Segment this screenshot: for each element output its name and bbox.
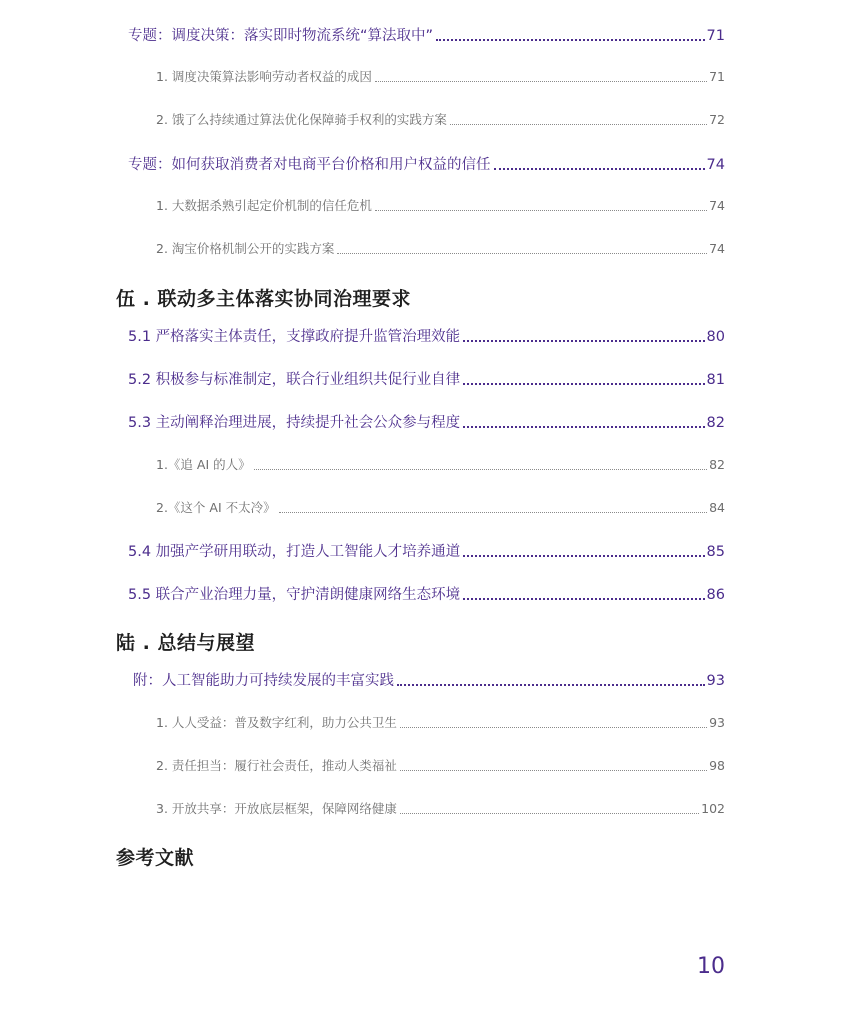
dot-leader <box>400 713 707 733</box>
dot-leader <box>436 24 705 46</box>
toc-entry-page: 74 <box>706 157 725 173</box>
toc-subentry-page: 102 <box>701 801 725 816</box>
toc-entry-5-3[interactable] <box>128 411 725 433</box>
toc-subentry[interactable] <box>156 455 725 475</box>
toc-entry-5-4[interactable] <box>128 540 725 562</box>
dot-leader <box>254 455 707 475</box>
toc-entry-appendix[interactable] <box>133 669 725 691</box>
toc-subentry-label: 3. 开放共享：开放底层框架，保障网络健康 <box>156 801 397 816</box>
toc-entry-page: 71 <box>706 28 725 44</box>
dot-leader <box>400 799 699 819</box>
toc-subentry-label: 2. 责任担当：履行社会责任，推动人类福祉 <box>156 758 397 773</box>
toc-entry-label: 5.1 严格落实主体责任，支撑政府提升监管治理效能 <box>128 329 461 345</box>
dot-leader <box>375 67 707 87</box>
toc-subentry-page: 74 <box>709 198 725 213</box>
toc-subentry[interactable] <box>156 713 725 733</box>
toc-subentry[interactable] <box>156 498 725 518</box>
toc-subentry-label: 2. 饿了么持续通过算法优化保障骑手权利的实践方案 <box>156 112 447 127</box>
toc-entry-page: 80 <box>706 329 725 345</box>
toc-entry-page: 82 <box>706 415 725 431</box>
toc-subentry[interactable] <box>156 756 725 776</box>
toc-subentry[interactable] <box>156 196 725 216</box>
toc-subentry-label: 1. 大数据杀熟引起定价机制的信任危机 <box>156 198 372 213</box>
toc-entry-page: 86 <box>706 587 725 603</box>
toc-subentry[interactable] <box>156 110 725 130</box>
page-number: 10 <box>697 954 725 979</box>
toc-subentry-page: 82 <box>709 457 725 472</box>
dot-leader <box>463 368 704 390</box>
toc-subentry-page: 98 <box>709 758 725 773</box>
toc-subentry-page: 74 <box>709 241 725 256</box>
dot-leader <box>450 110 707 130</box>
toc-entry-label: 专题：调度决策：落实即时物流系统“算法取中” <box>128 28 434 44</box>
toc-subentry[interactable] <box>156 67 725 87</box>
dot-leader <box>375 196 707 216</box>
toc-entry-page: 81 <box>706 372 725 388</box>
dot-leader <box>400 756 707 776</box>
dot-leader <box>463 325 704 347</box>
toc-entry-topic-dispatch[interactable] <box>128 24 725 46</box>
section-heading-references[interactable]: 参考文献 <box>116 847 195 869</box>
toc-subentry-page: 71 <box>709 69 725 84</box>
toc-subentry-label: 1.《追 AI 的人》 <box>156 457 251 472</box>
toc-entry-label: 5.2 积极参与标准制定，联合行业组织共促行业自律 <box>128 372 461 388</box>
toc-entry-label: 专题：如何获取消费者对电商平台价格和用户权益的信任 <box>128 157 491 173</box>
toc-entry-page: 85 <box>706 544 725 560</box>
dot-leader <box>463 583 704 605</box>
toc-entry-5-5[interactable] <box>128 583 725 605</box>
section-heading-6[interactable]: 陆 . 总结与展望 <box>116 632 255 654</box>
dot-leader <box>279 498 707 518</box>
toc-entry-5-1[interactable] <box>128 325 725 347</box>
toc-entry-label: 附：人工智能助力可持续发展的丰富实践 <box>133 673 394 689</box>
toc-entry-topic-ecommerce[interactable] <box>128 153 725 175</box>
toc-entry-label: 5.3 主动阐释治理进展，持续提升社会公众参与程度 <box>128 415 461 431</box>
dot-leader <box>463 411 704 433</box>
toc-entry-5-2[interactable] <box>128 368 725 390</box>
dot-leader <box>397 669 705 691</box>
toc-subentry-page: 93 <box>709 715 725 730</box>
dot-leader <box>494 153 705 175</box>
section-heading-5[interactable]: 伍 . 联动多主体落实协同治理要求 <box>116 288 411 310</box>
toc-subentry-label: 2.《这个 AI 不太冷》 <box>156 500 276 515</box>
dot-leader <box>463 540 704 562</box>
dot-leader <box>337 239 707 259</box>
toc-subentry-label: 1. 人人受益：普及数字红利，助力公共卫生 <box>156 715 397 730</box>
toc-subentry[interactable] <box>156 239 725 259</box>
toc-subentry-label: 2. 淘宝价格机制公开的实践方案 <box>156 241 335 256</box>
toc-subentry-label: 1. 调度决策算法影响劳动者权益的成因 <box>156 69 372 84</box>
toc-entry-page: 93 <box>706 673 725 689</box>
toc-subentry-page: 84 <box>709 500 725 515</box>
toc-subentry-page: 72 <box>709 112 725 127</box>
toc-entry-label: 5.4 加强产学研用联动，打造人工智能人才培养通道 <box>128 544 461 560</box>
toc-entry-label: 5.5 联合产业治理力量，守护清朗健康网络生态环境 <box>128 587 461 603</box>
toc-subentry[interactable] <box>156 799 725 819</box>
